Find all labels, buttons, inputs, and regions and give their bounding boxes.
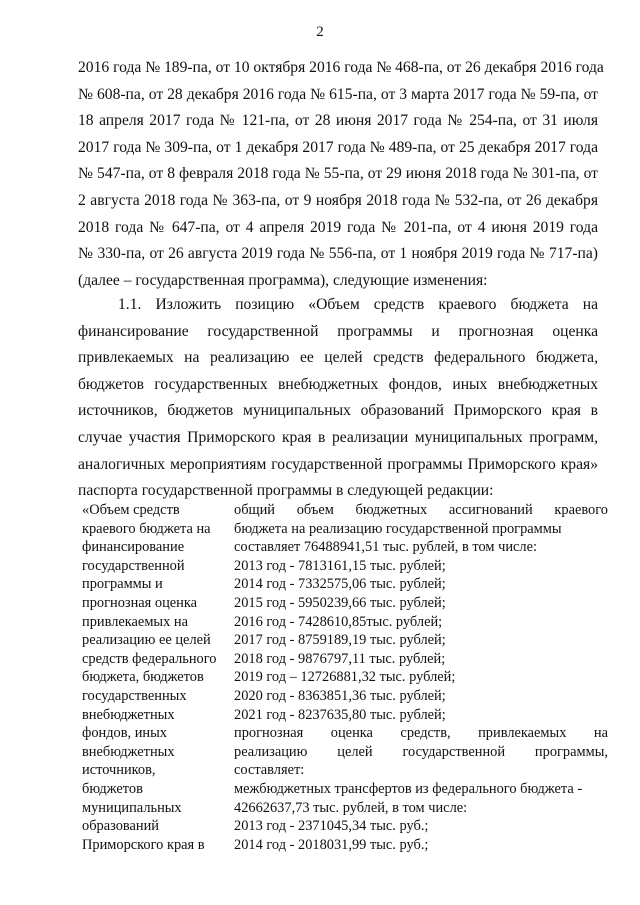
text-line: случае участия Приморского края в реализации муниципальных программ, <box>78 428 598 446</box>
table-right-line: 2013 год - 2371045,34 тыс. руб.; <box>234 818 429 835</box>
table-left-line: реализацию ее целей <box>82 632 211 649</box>
table-right-line: 2013 год - 7813161,15 тыс. рублей; <box>234 557 446 574</box>
table-right-line: 2019 год – 12726881,32 тыс. рублей; <box>234 669 456 686</box>
intro-paragraph <box>78 55 604 294</box>
table-left-line: бюджетов <box>82 780 143 797</box>
page-number: 2 <box>316 24 324 40</box>
table-right-line: 2014 год - 2018031,99 тыс. руб.; <box>234 836 429 853</box>
table-right-line: составляет: <box>234 762 305 779</box>
table-right-line: реализацию целей государственной программы, <box>234 743 608 760</box>
item-1-1-paragraph <box>78 292 598 505</box>
table-right-line: 2018 год - 9876797,11 тыс. рублей; <box>234 650 446 667</box>
text-line: (далее – государственная программа), следующие изменения: <box>78 271 488 289</box>
table-right-column <box>234 501 608 854</box>
table-right-line: общий объем бюджетных ассигнований краевого <box>234 502 608 518</box>
table-right-line: 42662637,73 тыс. рублей, в том числе: <box>234 799 468 816</box>
table-right-line: 2017 год - 8759189,19 тыс. рублей; <box>234 632 446 649</box>
text-line: финансирование государственной программы и прогнозная оценка <box>78 322 598 340</box>
text-line: источников, бюджетов муниципальных образований Приморского края в <box>78 402 598 420</box>
text-line: № 330-па, от 26 августа 2019 года № 556-па, от 1 ноября 2019 года № 717-па) <box>78 245 598 263</box>
table-left-line: государственных <box>82 687 187 704</box>
table-right-line: 2015 год - 5950239,66 тыс. рублей; <box>234 594 446 611</box>
text-line: № 547-па, от 8 февраля 2018 года № 55-па, от 29 июня 2018 года № 301-па, от <box>78 165 598 183</box>
table-right-line: составляет 76488941,51 тыс. рублей, в том числе: <box>234 539 537 556</box>
table-left-line: прогнозная оценка <box>82 594 198 611</box>
table-right-line: прогнозная оценка средств, привлекаемых на <box>234 725 608 742</box>
table-right-line: 2021 год - 8237635,80 тыс. рублей; <box>234 706 446 723</box>
table-left-line: финансирование <box>82 539 185 556</box>
table-left-line: бюджета, бюджетов <box>82 669 204 686</box>
text-line: № 608-па, от 28 декабря 2016 года № 615-па, от 3 марта 2017 года № 59-па, от <box>78 85 598 103</box>
text-line: привлекаемых на реализацию ее целей средств федерального бюджета, <box>78 349 598 367</box>
table-right-line: 2016 год - 7428610,85тыс. рублей; <box>234 613 443 630</box>
table-left-column <box>82 501 232 854</box>
table-left-line: средств федерального <box>82 650 217 667</box>
table-left-line: образований <box>82 818 159 835</box>
table-left-line: краевого бюджета на <box>82 520 211 537</box>
table-left-line: внебюджетных <box>82 706 175 723</box>
table-left-line: привлекаемых на <box>82 613 188 630</box>
table-left-line: государственной <box>82 557 185 574</box>
text-line: 1.1. Изложить позицию «Объем средств краевого бюджета на <box>118 296 598 313</box>
table-left-line: внебюджетных <box>82 743 175 760</box>
text-line: паспорта государственной программы в следующей редакции: <box>78 482 494 500</box>
text-line: бюджетов государственных внебюджетных фондов, иных внебюджетных <box>78 375 598 393</box>
text-line: 2017 года № 309-па, от 1 декабря 2017 года № 489-па, от 25 декабря 2017 года <box>78 138 598 156</box>
text-line: 2 августа 2018 года № 363-па, от 9 ноября 2018 года № 532-па, от 26 декабря <box>78 191 598 209</box>
table-right-line: 2020 год - 8363851,36 тыс. рублей; <box>234 687 446 704</box>
table-left-line: фондов, иных <box>82 725 167 742</box>
table-left-line: источников, <box>82 762 156 779</box>
table-right-line: межбюджетных трансфертов из федерального бюджета - <box>234 780 583 797</box>
table-left-line: «Объем средств <box>82 502 180 518</box>
text-line: 2018 года № 647-па, от 4 апреля 2019 года № 201-па, от 4 июня 2019 года <box>78 218 598 236</box>
table-right-line: 2014 год - 7332575,06 тыс. рублей; <box>234 576 446 593</box>
text-line: 2016 года № 189-па, от 10 октября 2016 года № 468-па, от 26 декабря 2016 года <box>78 59 604 76</box>
table-left-line: Приморского края в <box>82 836 205 853</box>
table-left-line: программы и <box>82 576 163 593</box>
text-line: 18 апреля 2017 года № 121-па, от 28 июня 2017 года № 254-па, от 31 июля <box>78 112 598 130</box>
table-left-line: муниципальных <box>82 799 182 816</box>
text-line: аналогичных мероприятиям государственной программы Приморского края» <box>78 455 598 473</box>
table-right-line: бюджета на реализацию государственной программы <box>234 520 562 537</box>
